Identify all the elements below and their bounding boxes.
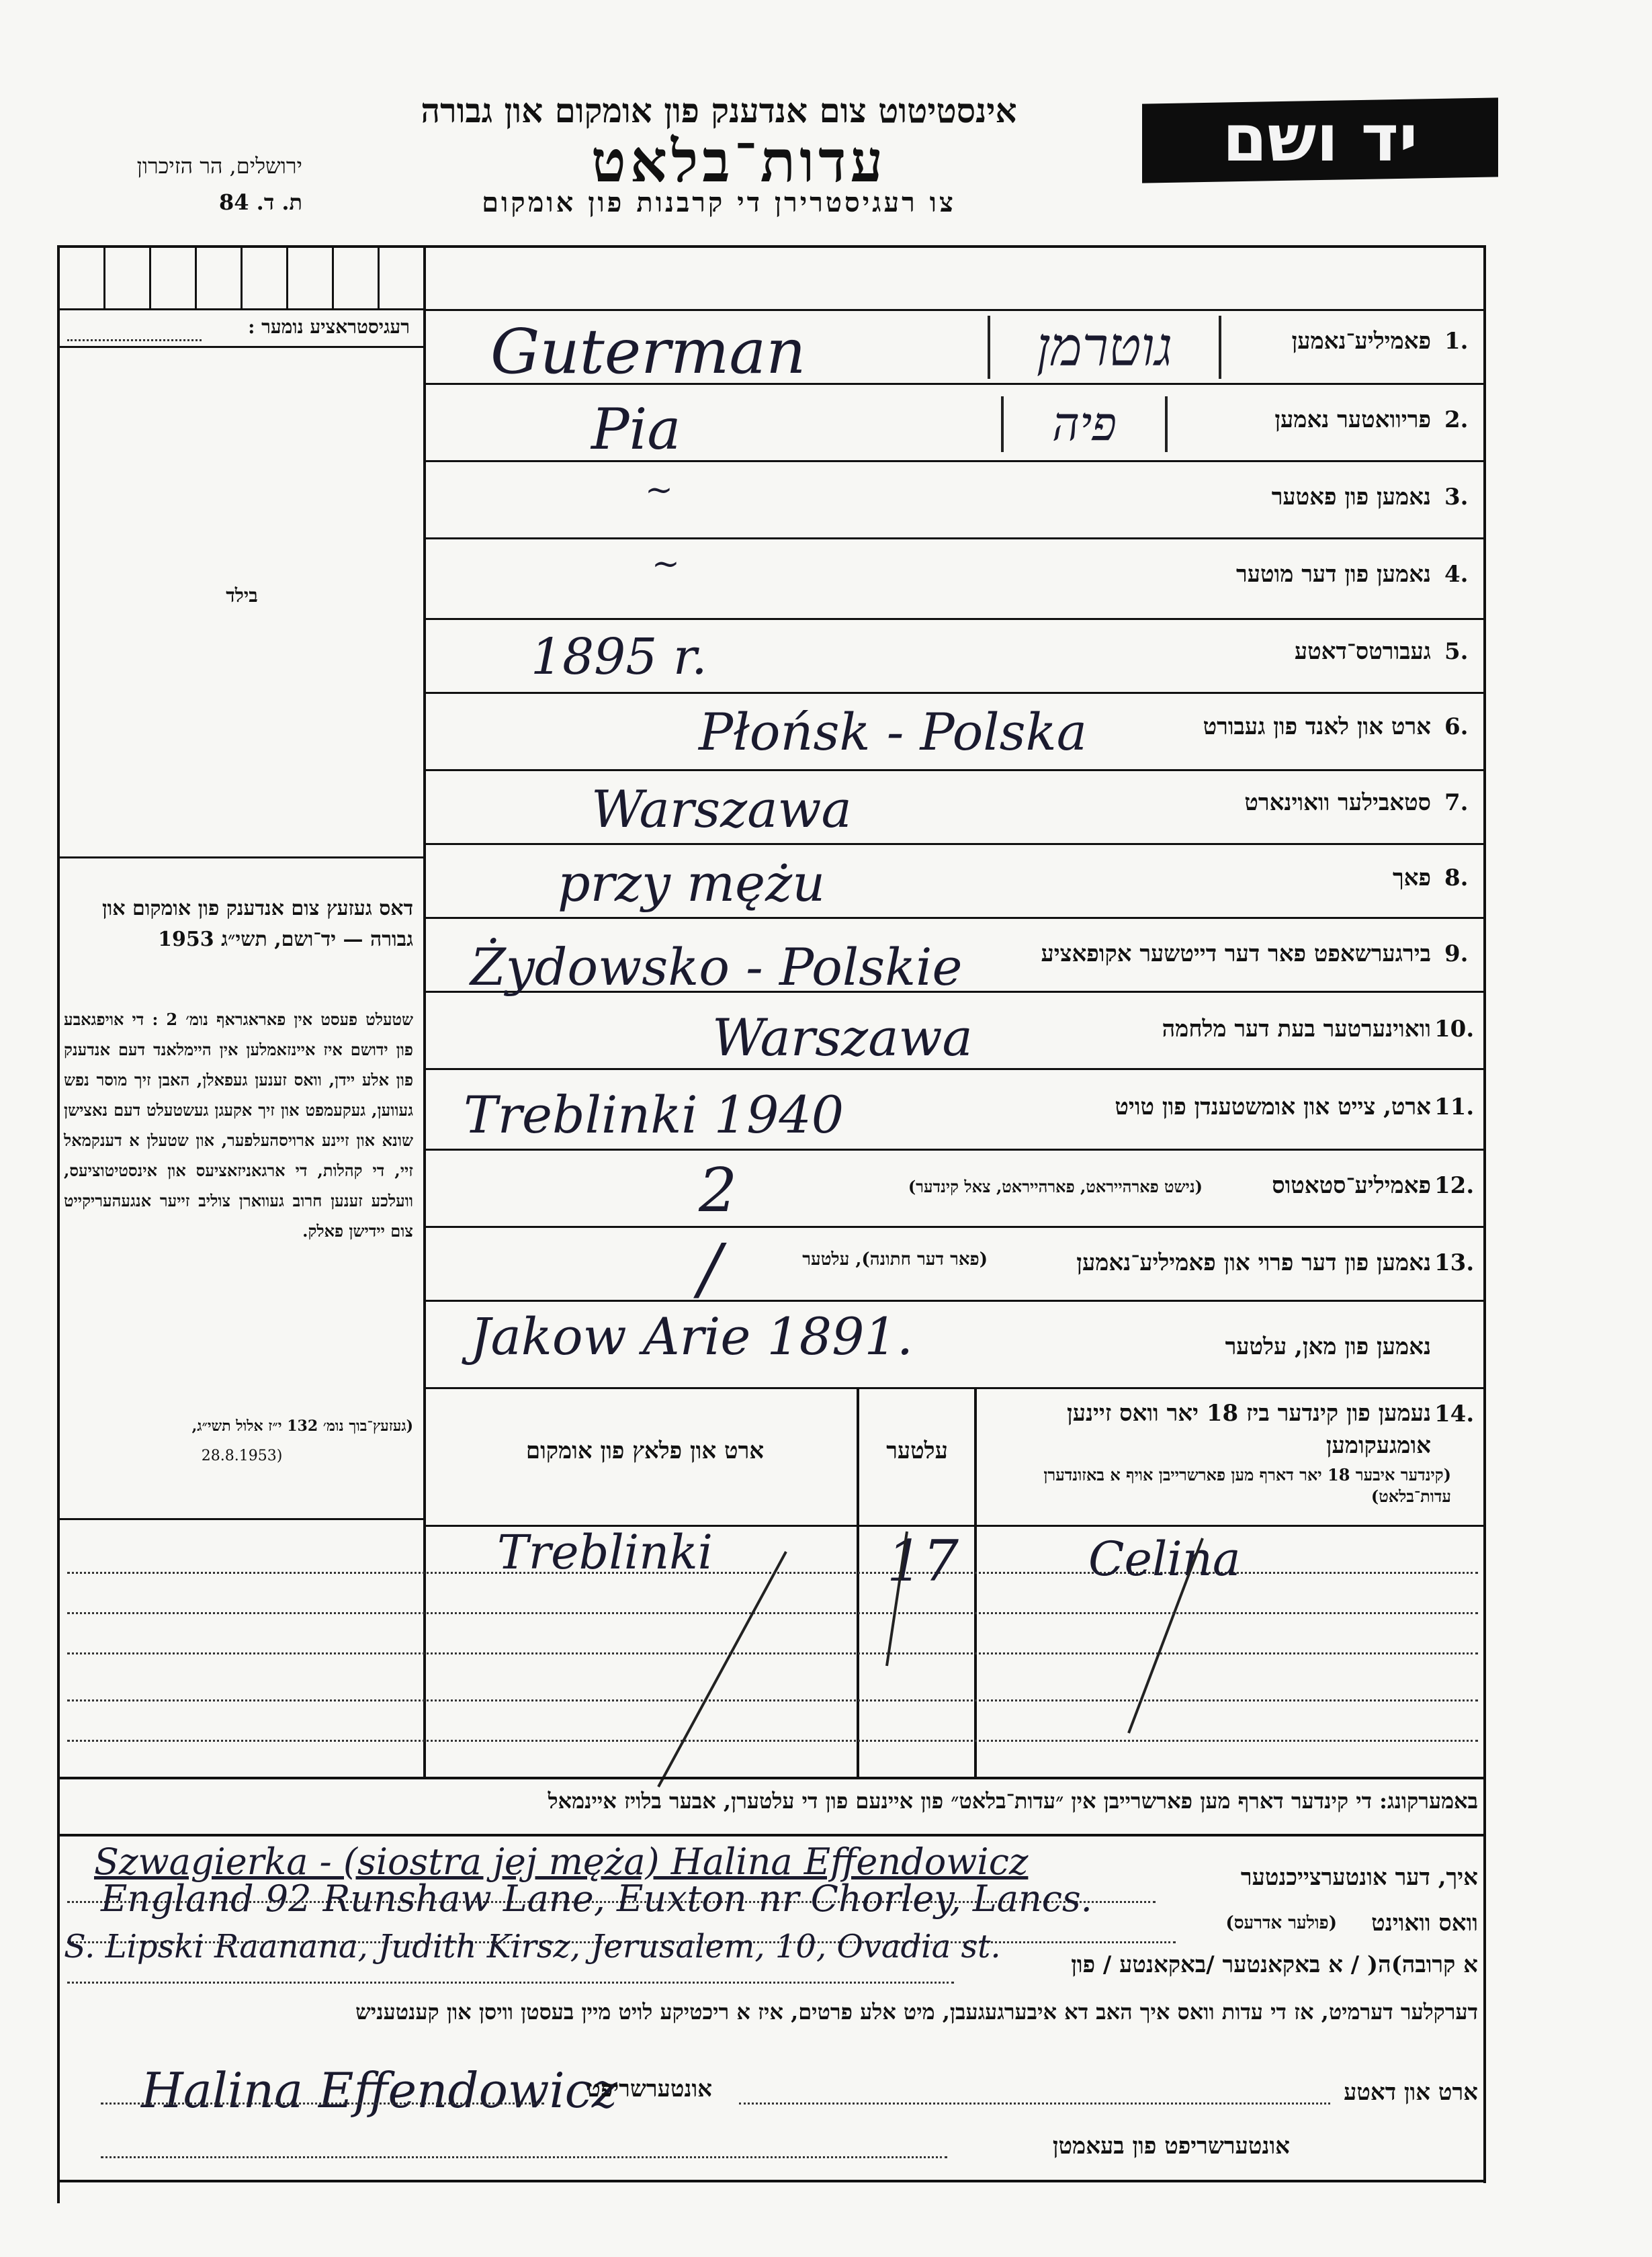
signature-label: אונטערשריפט <box>586 2076 712 2103</box>
field-rule <box>423 692 1485 694</box>
po-box: ת. ד. 84 <box>219 189 302 215</box>
signer-name-value: Szwagierka - (siostra jej męża) Halina Effendowicz <box>94 1841 1029 1883</box>
remark-top <box>57 1777 1486 1779</box>
field-rule <box>423 537 1485 539</box>
signature-value: Halina Effendowicz <box>141 2062 617 2119</box>
field-value: Guterman <box>490 316 806 388</box>
field-rule <box>423 309 1485 311</box>
child-name: Celina <box>1088 1532 1241 1587</box>
frame-left <box>57 245 60 2203</box>
field-rule <box>423 917 1485 919</box>
field-value: Pia <box>591 396 681 462</box>
institute-line: אינסטיטוט צום אנדענק פון אומקום און גבורה <box>421 91 1017 130</box>
frame-right <box>1483 245 1486 2183</box>
registration-boxes-bottom <box>60 308 423 310</box>
law-body: שטעלט פעסט אין פאראגראף נומ׳ 2 : די אויפגאבע פון ידושם איז איינזאמלען אין היימלאנד דעם אנדענק פון אלע יידן, וואס זענען געפאלן, האבן זיך מוסר נפש געווען, געקעמפט און זיך אקעגן געשטעלט דעם נאצישן שונא און זיינע ארויסהעלפער, און שטעלן א דענקמאל זיי, די קהלות, די ארגאניזאציעס און אינסטיטוציעס, וועלכע זענען חרוב געווארן צוליב זייער אנגעהעריקייט צום יידישן פאלק. <box>64 1010 414 1241</box>
field-number: 9. <box>1444 940 1469 967</box>
field-label: וואוינערטער בעת דער מלחמה <box>1162 1016 1431 1043</box>
field-number: 7. <box>1444 789 1469 816</box>
field-number: 11. <box>1434 1094 1475 1120</box>
law-citation: (געזעץ־בוך נומ׳ 132 י״ז אלול תשי״ג, <box>191 1417 413 1435</box>
official-dots <box>101 2156 947 2158</box>
field-label: נאמען פון דער מוטער <box>1236 561 1431 588</box>
field-value: 1895 r. <box>531 628 707 686</box>
photo-box-top <box>60 346 423 348</box>
children-note: (קינדער איבער 18 יאר דארף מען פארשרייבן אויף א באזונדערן עדות־בלאט) <box>1043 1465 1451 1506</box>
field-value: 2 <box>699 1155 738 1226</box>
remark: באמערקונג: די קינדער דארף מען פארשרייבן אין ״עדות־בלאט״ פון איינעם פון די עלטערן, אבער בלויז איינמאל <box>548 1788 1478 1814</box>
registration-boxes <box>60 248 423 308</box>
field-rule <box>423 1226 1485 1228</box>
official-label: אונטערשריפט פון בעאמטן <box>1052 2133 1290 2160</box>
registration-dots <box>67 339 202 341</box>
field-extra: פיה <box>1001 396 1168 452</box>
field-label: פריוואטער נאמען <box>1274 406 1431 433</box>
field-rule <box>423 618 1485 620</box>
frame-bottom <box>57 2180 1486 2182</box>
field-number: 6. <box>1444 713 1469 740</box>
field-extra: גוטרמן <box>988 316 1221 379</box>
child-place: Treblinki <box>497 1525 713 1580</box>
field-label: ארט און לאנד פון געבורט <box>1203 713 1431 740</box>
field-number: 13. <box>1434 1249 1475 1276</box>
children-left-header-bottom <box>60 1518 423 1520</box>
field-label: סטאבילער וואוינארט <box>1244 789 1431 816</box>
field-rule <box>423 1300 1485 1302</box>
logo-text: יד ושם <box>1222 101 1418 176</box>
field-number: 5. <box>1444 638 1469 665</box>
signer-relation-dots <box>67 1982 954 1984</box>
field-rule <box>423 1149 1485 1151</box>
field-rule <box>423 769 1485 771</box>
field-label: נאמען פון דער פרוי און פאמיליע־נאמען <box>1076 1249 1431 1276</box>
sheet-title: עדות־בלאט <box>591 128 887 195</box>
purpose-line: צו רעגיסטרירן די קרבנות פון אומקום <box>482 187 956 218</box>
field-value: ~ <box>645 470 673 509</box>
field-value: ~ <box>652 544 680 583</box>
field-number: 10. <box>1434 1016 1475 1043</box>
field-value: Płońsk - Polska <box>699 702 1088 762</box>
field-rule <box>423 1387 1485 1389</box>
place-header: ארט און פלאץ פון אומקום <box>525 1437 765 1464</box>
field-value: Warszawa <box>591 779 852 839</box>
place-date-dots <box>739 2103 1330 2105</box>
field-label: פאך <box>1392 865 1431 891</box>
field-label: נאמען פון פאטער <box>1271 484 1431 511</box>
field-value: Jakow Arie 1891. <box>470 1307 914 1366</box>
place-date-label: ארט און דאטע <box>1344 2079 1478 2106</box>
law-title: דאס געזעץ צום אנדענק פון אומקום און גבורה — יד־ושם, תשי״ג 1953 <box>101 897 413 951</box>
children-title: נעמען פון קינדער ביז 18 יאר וואס זיינען אומגעקומען <box>1067 1400 1431 1459</box>
address-city: ירושלים, הר הזיכרון <box>136 153 302 179</box>
registration-label: רעגיסטראציע נומער : <box>248 316 410 338</box>
signer-relation-label: א קרובה)ה( / א באקאנטער /באקאנטע / פון <box>1071 1951 1478 1978</box>
signer-relation-value: S. Lipski Raanana, Judith Kirsz, Jerusalem, 10, Ovadia st. <box>64 1928 1001 1965</box>
field-label: ארט, צייט און אומשטענדן פון טויט <box>1115 1094 1431 1120</box>
field-number: 12. <box>1434 1172 1475 1199</box>
field-label: געבורטס־דאטע <box>1294 638 1431 665</box>
field-number: 2. <box>1444 406 1469 433</box>
field-label: בירגערשאפט פאר דער דייטשער אקופאציע <box>1041 940 1431 967</box>
remark-bottom <box>57 1834 1486 1836</box>
children-number: 14. <box>1434 1401 1475 1427</box>
field-label-note: (פאר דער חתונה), עלטער <box>802 1249 988 1270</box>
field-number: 1. <box>1444 328 1469 355</box>
signer-name-label: איך, דער אונטערצייכנטער <box>1240 1864 1478 1891</box>
law-date: (28.8.1953 <box>201 1448 283 1464</box>
strike-lines <box>423 1511 1485 1794</box>
signer-address-label: וואס וואוינט <box>1371 1910 1478 1937</box>
field-number: 3. <box>1444 484 1469 511</box>
photo-label: בילד <box>226 584 258 607</box>
field-label-note: (נישט פארהייראט, פארהייראט, צאל קינדער) <box>908 1177 1203 1196</box>
signature-dots <box>101 2103 544 2105</box>
field-label: פאמיליע־סטאטוס <box>1272 1172 1431 1199</box>
field-label: נאמען פון מאן, עלטער <box>1225 1333 1431 1360</box>
field-number: 4. <box>1444 561 1469 588</box>
child-age: 17 <box>887 1528 959 1594</box>
field-number: 8. <box>1444 865 1469 891</box>
signer-address-value: England 92 Runshaw Lane, Euxton nr Chorley, Lancs. <box>101 1877 1092 1920</box>
signer-address-note: (פולער אדרעס) <box>1225 1913 1337 1933</box>
declaration: דערקלער דערמיט, אז די עדות וואס איך האב דא איבערגעגעבן, מיט אלע פרטים, איז א ריכטיקע לויט מיין בעסטן וויסן און קענטעניש <box>355 1999 1478 2025</box>
field-value: Warszawa <box>712 1008 973 1067</box>
photo-box-bottom <box>60 856 423 858</box>
field-rule <box>423 460 1485 462</box>
field-value: / <box>699 1229 722 1308</box>
field-value: Treblinki 1940 <box>464 1085 844 1145</box>
age-header: עלטער <box>886 1437 948 1464</box>
field-rule <box>423 843 1485 845</box>
field-value: przy mężu <box>558 853 826 913</box>
field-rule <box>423 1068 1485 1070</box>
field-value: Żydowsko - Polskie <box>470 937 963 997</box>
field-label: פאמיליע־נאמען <box>1291 328 1431 355</box>
